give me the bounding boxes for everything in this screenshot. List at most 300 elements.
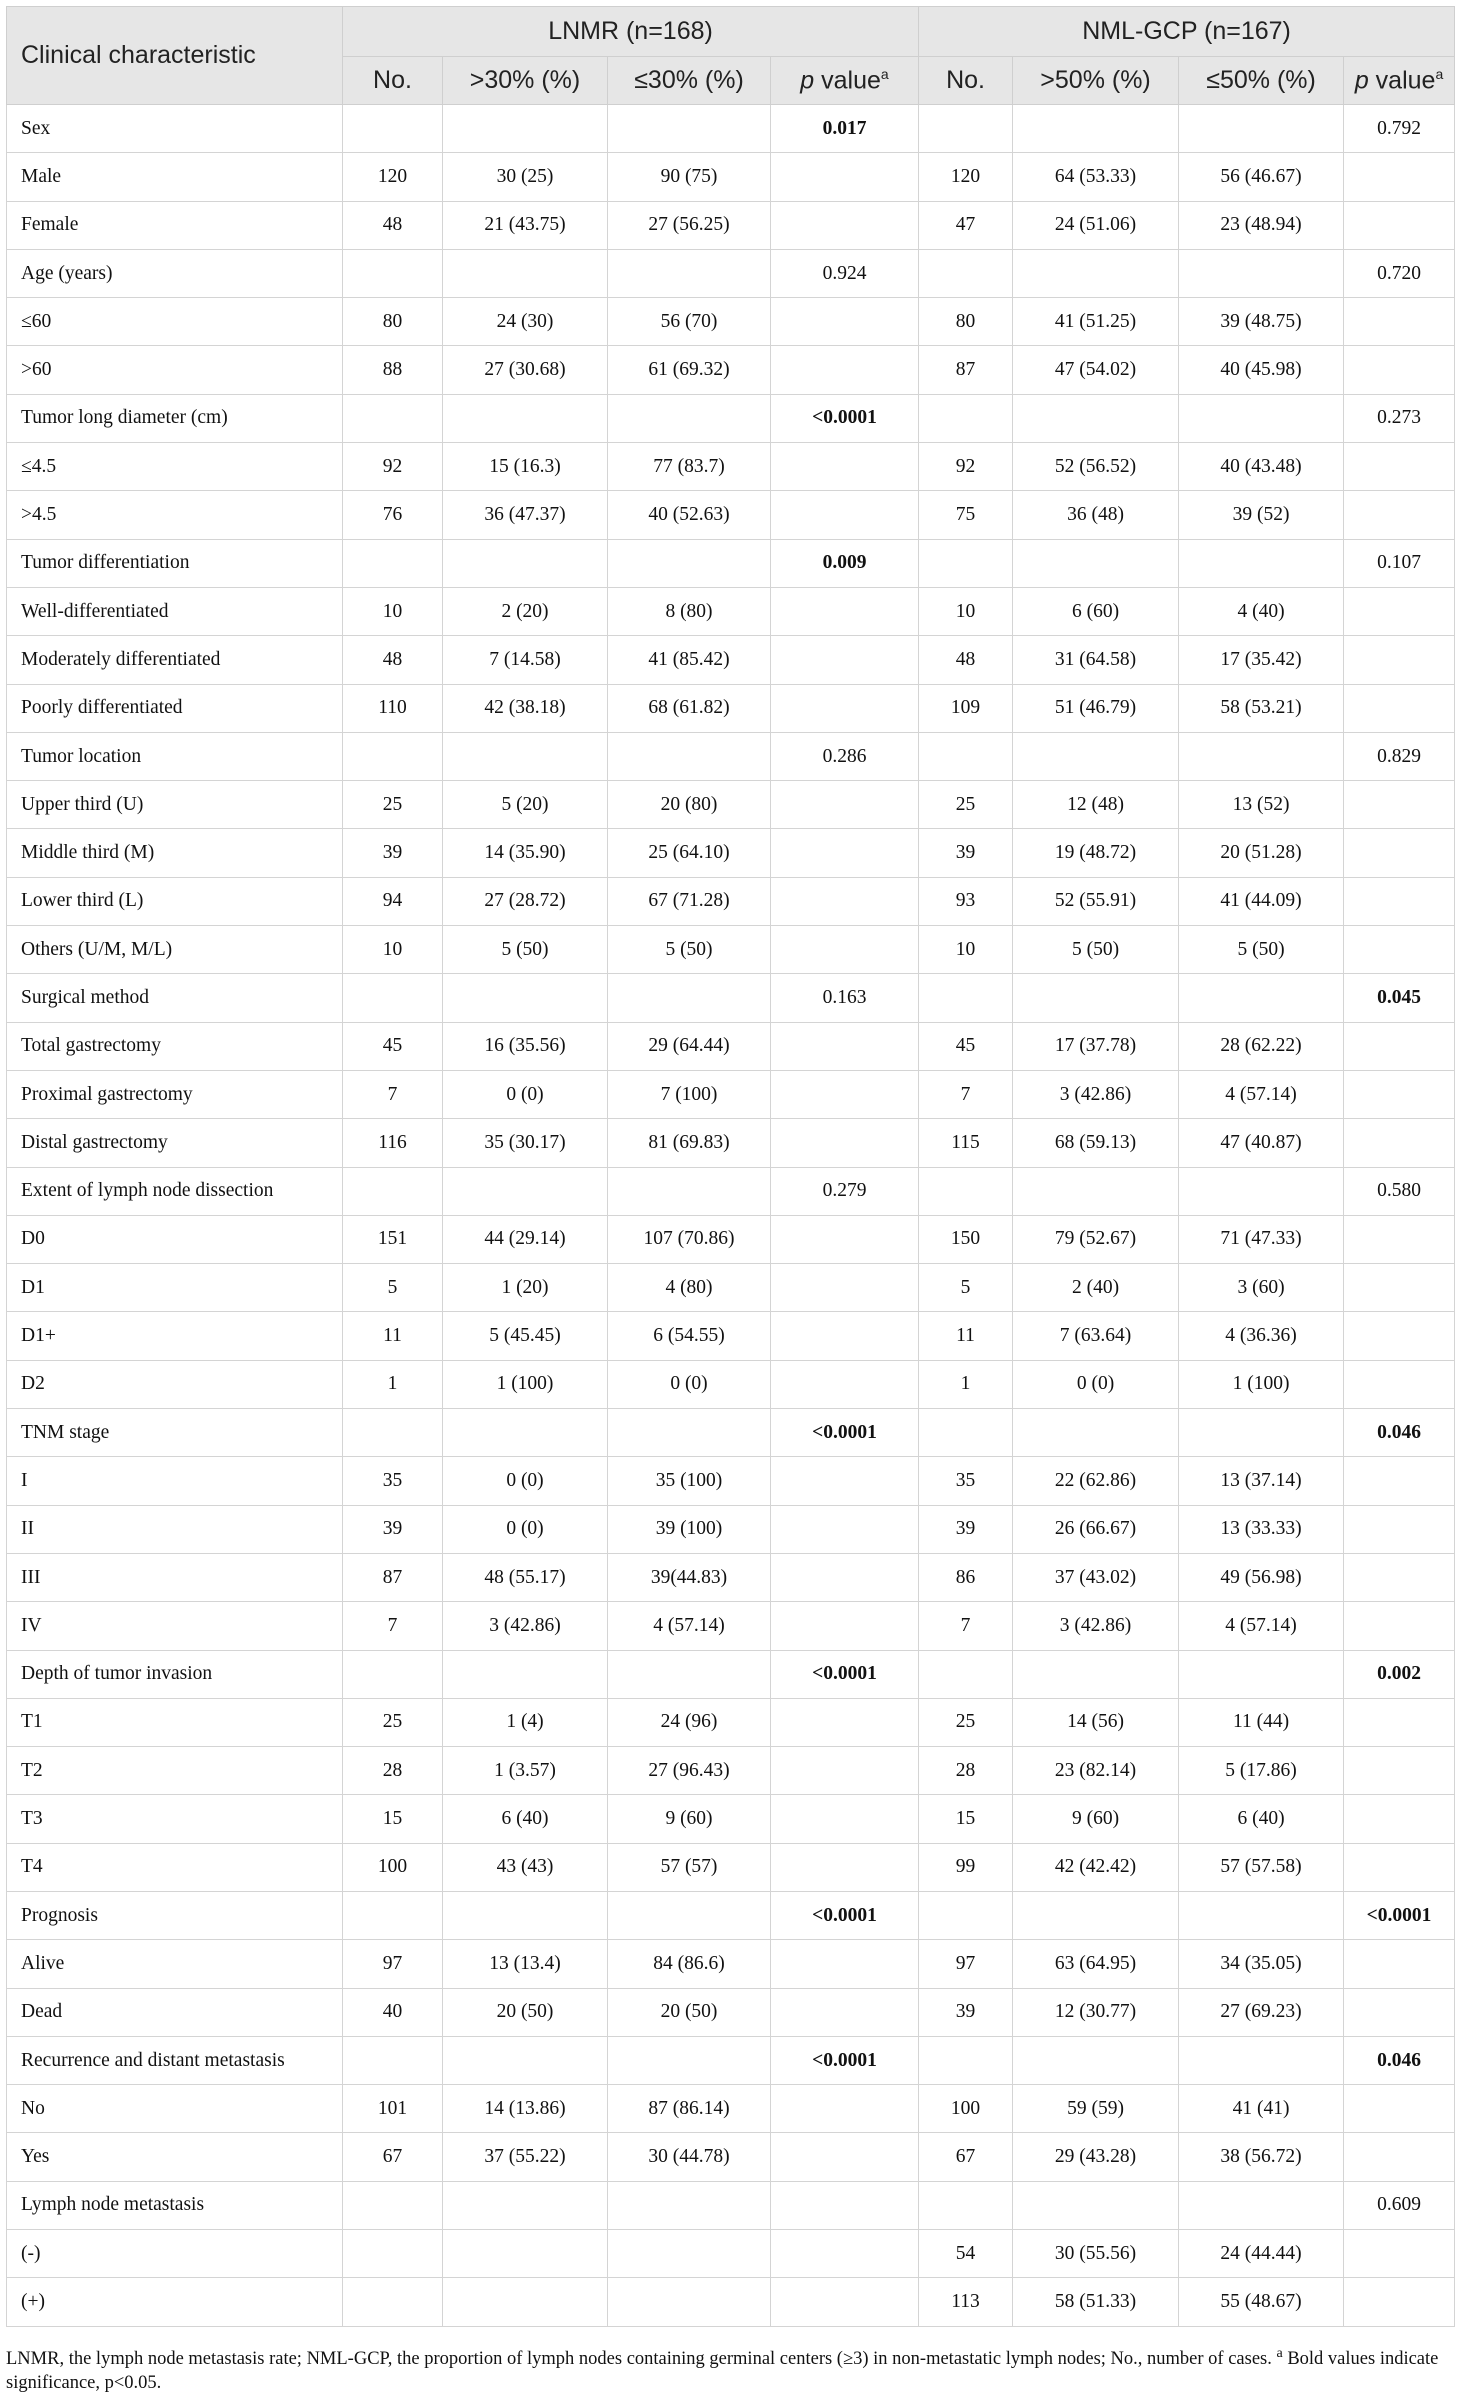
cell-lnmr-below: 81 (69.83) — [608, 1119, 771, 1167]
cell-nml-no: 15 — [919, 1795, 1013, 1843]
cell-nml-p-value — [1344, 1457, 1455, 1505]
cell-nml-no: 5 — [919, 1264, 1013, 1312]
cell-nml-no: 100 — [919, 2085, 1013, 2133]
cell-lnmr-above: 35 (30.17) — [443, 1119, 608, 1167]
cell-nml-below: 13 (52) — [1179, 781, 1344, 829]
row-label: II — [7, 1505, 343, 1553]
table-row — [7, 2278, 1455, 2326]
cell-nml-below: 40 (45.98) — [1179, 346, 1344, 394]
cell-lnmr-p-value — [771, 2181, 919, 2229]
cell-nml-no: 120 — [919, 153, 1013, 201]
cell-nml-p-value — [1344, 2278, 1455, 2326]
cell-lnmr-p-value — [771, 587, 919, 635]
cell-lnmr-above: 13 (13.4) — [443, 1940, 608, 1988]
cell-lnmr-p-value — [771, 153, 919, 201]
cell-lnmr-no: 48 — [343, 636, 443, 684]
cell-lnmr-above — [443, 1167, 608, 1215]
row-label: Lymph node metastasis — [7, 2181, 343, 2229]
cell-nml-above: 19 (48.72) — [1013, 829, 1179, 877]
cell-nml-no: 7 — [919, 1070, 1013, 1118]
cell-nml-no — [919, 1409, 1013, 1457]
cell-lnmr-below — [608, 1409, 771, 1457]
table-row — [7, 1409, 1455, 1457]
cell-lnmr-above — [443, 2230, 608, 2278]
footnote-sup: a — [1276, 2346, 1283, 2361]
cell-lnmr-below — [608, 732, 771, 780]
cell-nml-no: 67 — [919, 2133, 1013, 2181]
table-row — [7, 1602, 1455, 1650]
table-body — [7, 105, 1455, 2327]
table-row — [7, 491, 1455, 539]
cell-lnmr-p-value — [771, 1698, 919, 1746]
cell-lnmr-above: 2 (20) — [443, 587, 608, 635]
cell-nml-above — [1013, 1409, 1179, 1457]
cell-lnmr-below: 41 (85.42) — [608, 636, 771, 684]
cell-lnmr-no: 7 — [343, 1070, 443, 1118]
cell-lnmr-no: 110 — [343, 684, 443, 732]
cell-lnmr-no — [343, 249, 443, 297]
cell-nml-above: 37 (43.02) — [1013, 1553, 1179, 1601]
cell-lnmr-p-value — [771, 1553, 919, 1601]
cell-nml-below: 4 (57.14) — [1179, 1070, 1344, 1118]
cell-nml-p-value: <0.0001 — [1344, 1891, 1455, 1939]
cell-lnmr-below: 4 (57.14) — [608, 1602, 771, 1650]
cell-nml-above: 14 (56) — [1013, 1698, 1179, 1746]
table-row — [7, 443, 1455, 491]
row-label: >60 — [7, 346, 343, 394]
cell-nml-no: 48 — [919, 636, 1013, 684]
table-row — [7, 2230, 1455, 2278]
cell-lnmr-below: 40 (52.63) — [608, 491, 771, 539]
cell-nml-above: 5 (50) — [1013, 926, 1179, 974]
row-label: IV — [7, 1602, 343, 1650]
cell-nml-above: 12 (48) — [1013, 781, 1179, 829]
cell-lnmr-no: 35 — [343, 1457, 443, 1505]
cell-nml-above: 0 (0) — [1013, 1360, 1179, 1408]
cell-nml-p-value: 0.045 — [1344, 974, 1455, 1022]
cell-lnmr-p-value — [771, 1795, 919, 1843]
row-label: T2 — [7, 1747, 343, 1795]
cell-nml-no: 25 — [919, 1698, 1013, 1746]
cell-lnmr-p-value — [771, 443, 919, 491]
cell-lnmr-p-value — [771, 1119, 919, 1167]
cell-lnmr-above: 6 (40) — [443, 1795, 608, 1843]
cell-nml-p-value — [1344, 587, 1455, 635]
cell-lnmr-below: 84 (86.6) — [608, 1940, 771, 1988]
cell-nml-below: 6 (40) — [1179, 1795, 1344, 1843]
cell-lnmr-p-value — [771, 1070, 919, 1118]
cell-lnmr-p-value: 0.286 — [771, 732, 919, 780]
cell-nml-below: 23 (48.94) — [1179, 201, 1344, 249]
cell-lnmr-p-value — [771, 1940, 919, 1988]
table-row — [7, 587, 1455, 635]
cell-lnmr-below: 20 (50) — [608, 1988, 771, 2036]
table-row — [7, 877, 1455, 925]
table-row — [7, 346, 1455, 394]
cell-nml-above: 9 (60) — [1013, 1795, 1179, 1843]
cell-nml-above — [1013, 732, 1179, 780]
row-label: TNM stage — [7, 1409, 343, 1457]
cell-lnmr-no — [343, 394, 443, 442]
row-label: (+) — [7, 2278, 343, 2326]
cell-nml-above — [1013, 105, 1179, 153]
cell-lnmr-no — [343, 974, 443, 1022]
cell-lnmr-p-value — [771, 636, 919, 684]
cell-nml-p-value — [1344, 1795, 1455, 1843]
cell-lnmr-no: 116 — [343, 1119, 443, 1167]
row-label: Alive — [7, 1940, 343, 1988]
cell-lnmr-below — [608, 2230, 771, 2278]
table-row — [7, 2133, 1455, 2181]
cell-lnmr-below: 61 (69.32) — [608, 346, 771, 394]
cell-nml-below: 24 (44.44) — [1179, 2230, 1344, 2278]
cell-lnmr-no: 151 — [343, 1215, 443, 1263]
cell-nml-no: 150 — [919, 1215, 1013, 1263]
cell-lnmr-p-value: <0.0001 — [771, 1650, 919, 1698]
cell-nml-above: 30 (55.56) — [1013, 2230, 1179, 2278]
table-row — [7, 394, 1455, 442]
cell-lnmr-below — [608, 2036, 771, 2084]
cell-nml-above — [1013, 394, 1179, 442]
cell-nml-above: 2 (40) — [1013, 1264, 1179, 1312]
cell-lnmr-above — [443, 2036, 608, 2084]
cell-lnmr-p-value — [771, 1360, 919, 1408]
row-label: Poorly differentiated — [7, 684, 343, 732]
cell-lnmr-p-value: <0.0001 — [771, 2036, 919, 2084]
cell-lnmr-above: 42 (38.18) — [443, 684, 608, 732]
row-label: D2 — [7, 1360, 343, 1408]
cell-nml-p-value — [1344, 1602, 1455, 1650]
cell-lnmr-p-value — [771, 1505, 919, 1553]
cell-lnmr-above: 16 (35.56) — [443, 1022, 608, 1070]
row-label: I — [7, 1457, 343, 1505]
cell-nml-above: 7 (63.64) — [1013, 1312, 1179, 1360]
cell-nml-below: 49 (56.98) — [1179, 1553, 1344, 1601]
cell-lnmr-p-value — [771, 2230, 919, 2278]
table-row — [7, 2181, 1455, 2229]
row-label: D1+ — [7, 1312, 343, 1360]
cell-lnmr-below: 57 (57) — [608, 1843, 771, 1891]
row-label: Dead — [7, 1988, 343, 2036]
cell-nml-p-value: 0.720 — [1344, 249, 1455, 297]
cell-lnmr-no — [343, 1650, 443, 1698]
cell-nml-no — [919, 394, 1013, 442]
cell-nml-below: 1 (100) — [1179, 1360, 1344, 1408]
cell-nml-p-value — [1344, 1553, 1455, 1601]
cell-nml-below: 28 (62.22) — [1179, 1022, 1344, 1070]
cell-lnmr-no: 5 — [343, 1264, 443, 1312]
cell-nml-above: 42 (42.42) — [1013, 1843, 1179, 1891]
table-row — [7, 1264, 1455, 1312]
cell-nml-p-value — [1344, 636, 1455, 684]
table-header — [7, 7, 1455, 105]
cell-lnmr-no: 67 — [343, 2133, 443, 2181]
footnote-main: LNMR, the lymph node metastasis rate; NML-GCP, the proportion of lymph nodes containing germinal centers (≥3) in non-metastatic lymph nodes; No., number of cases. — [6, 2349, 1272, 2370]
cell-lnmr-p-value — [771, 2085, 919, 2133]
cell-lnmr-p-value — [771, 1264, 919, 1312]
cell-nml-above: 36 (48) — [1013, 491, 1179, 539]
cell-lnmr-below: 29 (64.44) — [608, 1022, 771, 1070]
table-row — [7, 201, 1455, 249]
cell-lnmr-below: 8 (80) — [608, 587, 771, 635]
cell-nml-no — [919, 105, 1013, 153]
cell-nml-below: 34 (35.05) — [1179, 1940, 1344, 1988]
table-container — [6, 6, 1454, 2327]
cell-lnmr-p-value — [771, 1457, 919, 1505]
cell-nml-p-value — [1344, 153, 1455, 201]
cell-nml-p-value — [1344, 926, 1455, 974]
cell-lnmr-below: 56 (70) — [608, 298, 771, 346]
cell-nml-no: 115 — [919, 1119, 1013, 1167]
cell-lnmr-p-value — [771, 1312, 919, 1360]
cell-nml-p-value: 0.046 — [1344, 2036, 1455, 2084]
cell-lnmr-no — [343, 732, 443, 780]
cell-lnmr-no: 10 — [343, 926, 443, 974]
cell-nml-p-value: 0.792 — [1344, 105, 1455, 153]
cell-nml-p-value — [1344, 781, 1455, 829]
cell-nml-above: 52 (55.91) — [1013, 877, 1179, 925]
cell-lnmr-below — [608, 974, 771, 1022]
table-row — [7, 1215, 1455, 1263]
cell-lnmr-no: 94 — [343, 877, 443, 925]
cell-lnmr-below — [608, 394, 771, 442]
cell-nml-below: 40 (43.48) — [1179, 443, 1344, 491]
cell-lnmr-above: 27 (28.72) — [443, 877, 608, 925]
header-group-nml-gcp: NML-GCP (n=167) — [919, 7, 1455, 57]
cell-lnmr-p-value: <0.0001 — [771, 1891, 919, 1939]
cell-lnmr-p-value — [771, 2133, 919, 2181]
cell-nml-below: 27 (69.23) — [1179, 1988, 1344, 2036]
header-nml-p-value: p value$^a$ — [1344, 57, 1455, 105]
cell-nml-p-value — [1344, 1940, 1455, 1988]
cell-lnmr-p-value — [771, 491, 919, 539]
cell-lnmr-p-value: 0.279 — [771, 1167, 919, 1215]
table-row — [7, 153, 1455, 201]
cell-nml-p-value — [1344, 201, 1455, 249]
cell-nml-above: 31 (64.58) — [1013, 636, 1179, 684]
cell-lnmr-below — [608, 249, 771, 297]
cell-lnmr-no: 45 — [343, 1022, 443, 1070]
cell-nml-above — [1013, 539, 1179, 587]
cell-nml-no — [919, 539, 1013, 587]
cell-lnmr-p-value — [771, 781, 919, 829]
cell-lnmr-above: 37 (55.22) — [443, 2133, 608, 2181]
cell-lnmr-no: 28 — [343, 1747, 443, 1795]
cell-lnmr-above: 1 (4) — [443, 1698, 608, 1746]
cell-nml-below — [1179, 974, 1344, 1022]
row-label: >4.5 — [7, 491, 343, 539]
row-label: Age (years) — [7, 249, 343, 297]
table-row — [7, 1505, 1455, 1553]
row-label: No — [7, 2085, 343, 2133]
cell-lnmr-below — [608, 105, 771, 153]
table-row — [7, 1360, 1455, 1408]
cell-nml-p-value — [1344, 298, 1455, 346]
cell-nml-below — [1179, 1409, 1344, 1457]
cell-lnmr-above: 20 (50) — [443, 1988, 608, 2036]
table-row — [7, 1891, 1455, 1939]
table-row — [7, 2085, 1455, 2133]
cell-nml-below — [1179, 1167, 1344, 1215]
cell-lnmr-p-value — [771, 1602, 919, 1650]
header-clinical-characteristic: Clinical characteristic — [7, 7, 343, 105]
cell-lnmr-above: 1 (3.57) — [443, 1747, 608, 1795]
row-label: Female — [7, 201, 343, 249]
cell-lnmr-above: 3 (42.86) — [443, 1602, 608, 1650]
cell-nml-no: 80 — [919, 298, 1013, 346]
cell-nml-above — [1013, 1891, 1179, 1939]
cell-lnmr-p-value — [771, 1215, 919, 1263]
cell-nml-above — [1013, 1650, 1179, 1698]
cell-nml-above: 79 (52.67) — [1013, 1215, 1179, 1263]
cell-nml-p-value — [1344, 877, 1455, 925]
table-row — [7, 1070, 1455, 1118]
cell-lnmr-above: 43 (43) — [443, 1843, 608, 1891]
cell-nml-below: 4 (40) — [1179, 587, 1344, 635]
cell-nml-p-value — [1344, 829, 1455, 877]
table-row — [7, 1312, 1455, 1360]
cell-lnmr-no — [343, 1891, 443, 1939]
cell-nml-p-value — [1344, 346, 1455, 394]
cell-nml-no — [919, 2036, 1013, 2084]
cell-lnmr-p-value — [771, 201, 919, 249]
cell-nml-no — [919, 732, 1013, 780]
cell-nml-p-value — [1344, 1264, 1455, 1312]
cell-lnmr-no: 40 — [343, 1988, 443, 2036]
cell-lnmr-above: 24 (30) — [443, 298, 608, 346]
row-label: Yes — [7, 2133, 343, 2181]
cell-lnmr-p-value — [771, 2278, 919, 2326]
cell-lnmr-above — [443, 732, 608, 780]
table-row — [7, 1747, 1455, 1795]
cell-lnmr-above: 5 (20) — [443, 781, 608, 829]
cell-lnmr-p-value — [771, 926, 919, 974]
cell-lnmr-below: 4 (80) — [608, 1264, 771, 1312]
cell-lnmr-above: 1 (20) — [443, 1264, 608, 1312]
table-row — [7, 1553, 1455, 1601]
cell-lnmr-above: 27 (30.68) — [443, 346, 608, 394]
cell-lnmr-below: 68 (61.82) — [608, 684, 771, 732]
cell-lnmr-p-value — [771, 1988, 919, 2036]
cell-lnmr-below — [608, 1167, 771, 1215]
cell-lnmr-above — [443, 394, 608, 442]
table-row — [7, 974, 1455, 1022]
table-row — [7, 2036, 1455, 2084]
cell-nml-p-value — [1344, 1988, 1455, 2036]
cell-nml-p-value: 0.609 — [1344, 2181, 1455, 2229]
cell-lnmr-below: 27 (96.43) — [608, 1747, 771, 1795]
cell-nml-above: 24 (51.06) — [1013, 201, 1179, 249]
table-row — [7, 1119, 1455, 1167]
table-row — [7, 1457, 1455, 1505]
row-label: T3 — [7, 1795, 343, 1843]
cell-nml-p-value: 0.829 — [1344, 732, 1455, 780]
cell-lnmr-above — [443, 1409, 608, 1457]
cell-lnmr-no — [343, 1167, 443, 1215]
cell-lnmr-above: 7 (14.58) — [443, 636, 608, 684]
cell-nml-below — [1179, 732, 1344, 780]
row-label: Recurrence and distant metastasis — [7, 2036, 343, 2084]
cell-nml-below: 5 (50) — [1179, 926, 1344, 974]
cell-lnmr-no: 87 — [343, 1553, 443, 1601]
cell-lnmr-no — [343, 105, 443, 153]
cell-nml-below: 71 (47.33) — [1179, 1215, 1344, 1263]
row-label: Middle third (M) — [7, 829, 343, 877]
cell-lnmr-below — [608, 539, 771, 587]
cell-lnmr-above: 0 (0) — [443, 1505, 608, 1553]
cell-lnmr-above: 30 (25) — [443, 153, 608, 201]
cell-nml-above: 52 (56.52) — [1013, 443, 1179, 491]
cell-nml-no: 39 — [919, 829, 1013, 877]
cell-nml-no: 93 — [919, 877, 1013, 925]
row-label: Male — [7, 153, 343, 201]
cell-nml-p-value: 0.107 — [1344, 539, 1455, 587]
cell-lnmr-above — [443, 249, 608, 297]
cell-lnmr-no: 11 — [343, 1312, 443, 1360]
cell-nml-below — [1179, 394, 1344, 442]
cell-lnmr-above: 5 (45.45) — [443, 1312, 608, 1360]
cell-nml-below: 17 (35.42) — [1179, 636, 1344, 684]
cell-nml-no: 11 — [919, 1312, 1013, 1360]
row-label: T4 — [7, 1843, 343, 1891]
cell-lnmr-below — [608, 1650, 771, 1698]
cell-lnmr-no: 1 — [343, 1360, 443, 1408]
row-label: Distal gastrectomy — [7, 1119, 343, 1167]
row-label: Tumor long diameter (cm) — [7, 394, 343, 442]
cell-lnmr-p-value — [771, 829, 919, 877]
header-lnmr-p-value: p value$^a$ — [771, 57, 919, 105]
row-label: Extent of lymph node dissection — [7, 1167, 343, 1215]
cell-lnmr-below: 107 (70.86) — [608, 1215, 771, 1263]
table-row — [7, 1988, 1455, 2036]
cell-nml-p-value — [1344, 684, 1455, 732]
cell-lnmr-no: 7 — [343, 1602, 443, 1650]
cell-nml-p-value — [1344, 1843, 1455, 1891]
cell-nml-no: 39 — [919, 1988, 1013, 2036]
cell-nml-p-value — [1344, 1119, 1455, 1167]
cell-nml-no: 47 — [919, 201, 1013, 249]
cell-nml-p-value — [1344, 1747, 1455, 1795]
table-row — [7, 298, 1455, 346]
cell-lnmr-above — [443, 1891, 608, 1939]
cell-nml-no: 86 — [919, 1553, 1013, 1601]
clinical-characteristics-table — [6, 6, 1455, 2327]
cell-nml-p-value — [1344, 491, 1455, 539]
row-label: Others (U/M, M/L) — [7, 926, 343, 974]
cell-nml-below — [1179, 249, 1344, 297]
cell-nml-above — [1013, 1167, 1179, 1215]
cell-nml-above: 26 (66.67) — [1013, 1505, 1179, 1553]
cell-lnmr-below: 24 (96) — [608, 1698, 771, 1746]
table-row — [7, 732, 1455, 780]
row-label: III — [7, 1553, 343, 1601]
cell-nml-p-value — [1344, 2230, 1455, 2278]
table-row — [7, 105, 1455, 153]
cell-lnmr-above: 0 (0) — [443, 1070, 608, 1118]
cell-lnmr-above — [443, 2278, 608, 2326]
cell-lnmr-above: 0 (0) — [443, 1457, 608, 1505]
table-row — [7, 829, 1455, 877]
cell-lnmr-p-value: 0.009 — [771, 539, 919, 587]
cell-nml-no — [919, 1650, 1013, 1698]
cell-nml-p-value: 0.580 — [1344, 1167, 1455, 1215]
cell-lnmr-p-value: 0.924 — [771, 249, 919, 297]
cell-nml-above — [1013, 974, 1179, 1022]
cell-nml-below — [1179, 2181, 1344, 2229]
cell-lnmr-p-value — [771, 1022, 919, 1070]
cell-lnmr-below — [608, 1891, 771, 1939]
cell-lnmr-below: 5 (50) — [608, 926, 771, 974]
